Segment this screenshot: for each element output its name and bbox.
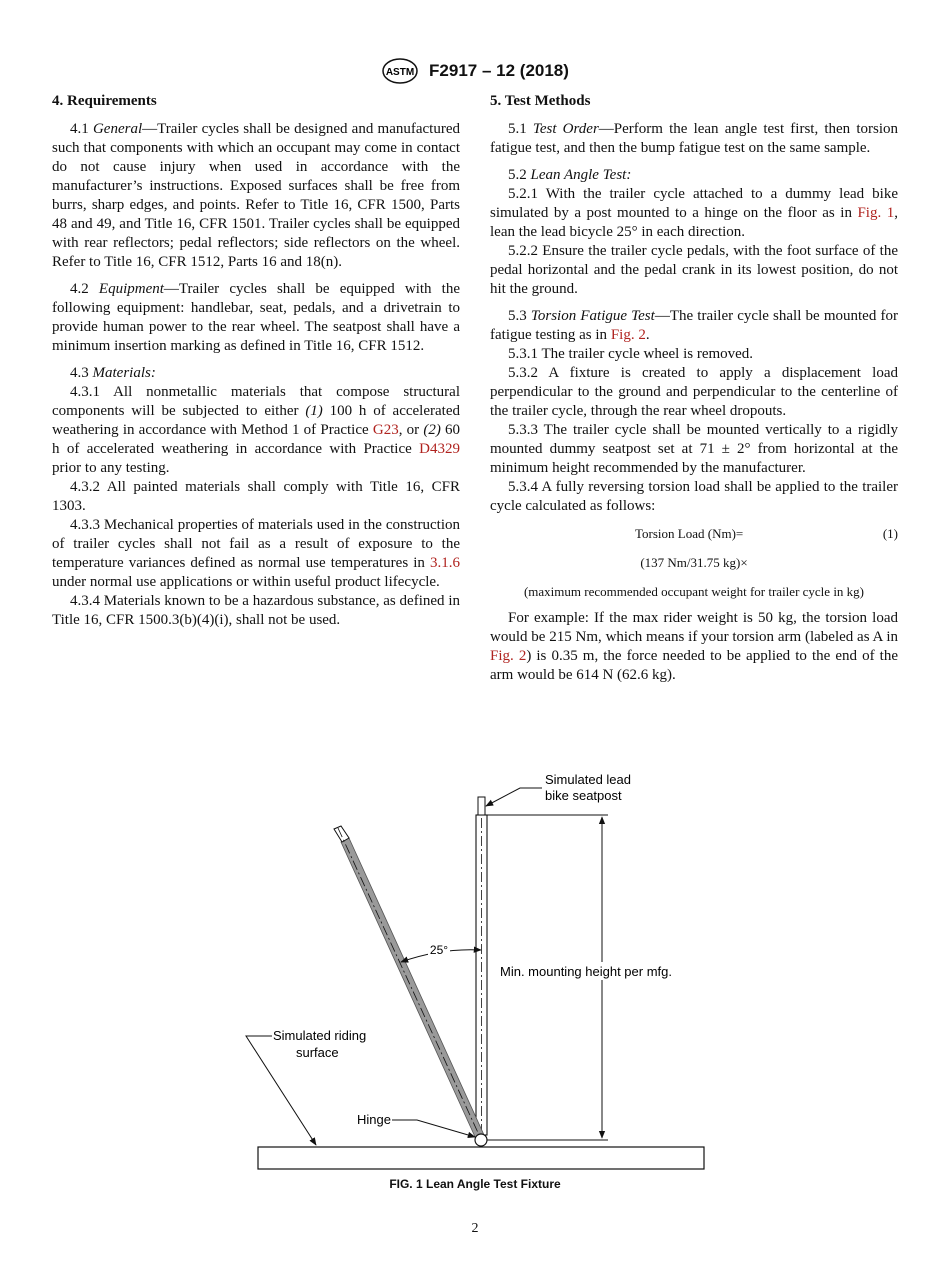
hinge-label: Hinge [357,1112,391,1127]
paragraph-5-2: 5.2 Lean Angle Test: [508,167,632,183]
paragraph-example: For example: If the max rider weight is 50 kg, the torsion load would be 215 Nm, which means if your torsion arm (labeled as A in Fig. 2) is 0.35 m, the force needed to be applied to the end of the arm would be 614 N (62.6 kg). [490,610,898,683]
equation-line-1: Torsion Load (Nm)= [635,526,744,541]
paragraph-5-3-4: 5.3.4 A fully reversing torsion load shall be applied to the trailer cycle calculated as follows: [490,479,898,514]
height-label: Min. mounting height per mfg. [500,964,672,979]
section-4-heading: 4. Requirements [52,93,157,109]
equation-line-3: (maximum recommended occupant weight for trailer cycle in kg) [523,584,865,599]
paragraph-5-3-2: 5.3.2 A fixture is created to apply a displacement load perpendicular to the ground and perpendicular to the centerline of the trailer cycle, through the rear wheel dropouts. [490,365,898,419]
page-number: 2 [471,1221,479,1236]
link-d4329[interactable]: D4329 [419,441,460,457]
link-fig-1[interactable]: Fig. 1 [857,205,895,221]
paragraph-4-2: 4.2 Equipment—Trailer cycles shall be equipped with the following equipment: handlebar, seat, pedals, and a drivetrain to provide human power to the rear wheel. The seatpost shall have a minimum insertion marking as defined in Title 16, CFR 1512. [52,281,461,354]
leaning-post [341,838,484,1139]
paragraph-4-3: 4.3 Materials: [70,365,156,381]
seatpost-label-line-2: bike seatpost [545,788,622,803]
astm-logo-icon [381,58,419,84]
link-g23[interactable]: G23 [372,422,399,438]
link-fig-2[interactable]: Fig. 2 [610,327,646,343]
seatpost-label-line-1: Simulated lead [545,772,631,787]
paragraph-4-3-1: 4.3.1 All nonmetallic materials that compose structural components will be subjected to either (1) 100 h of accelerated weathering in accordance with Method 1 of Practice G23, or (2) 60 h of accelerated weathering in accordance with Practice D4329 prior to any testing. [52,384,461,476]
astm-logo-text: ASTM [385,67,415,78]
document-designation: F2917 – 12 (2018) [429,61,569,80]
left-column [52,92,460,630]
paragraph-4-3-3: 4.3.3 Mechanical properties of materials used in the construction of trailer cycles shall not fail as a result of exposure to the temperature variances defined as normal use temperatures in 3.1.6 under normal use applications or within useful product lifecycle. [52,517,460,590]
paragraph-5-1: 5.1 Test Order—Perform the lean angle test first, then torsion fatigue test, and then the bump fatigue test on the same sample. [490,121,898,156]
link-3-1-6[interactable]: 3.1.6 [430,555,460,571]
paragraph-4-1: 4.1 General—Trailer cycles shall be designed and manufactured such that components with which an occupant may come in contact do not cause injury when used in accordance with the manufacturer’s instructions. Exposed surfaces shall be free from burrs, sharp edges, and points. Refer to Title 16, CFR 1500, Parts 48 and 49, and Title 16, CFR 1501. Trailer cycles shall be equipped with rear reflectors; pedal reflectors; side reflectors on the wheel. Refer to Title 16, CFR 1512, Parts 16 and 18(n). [52,121,460,270]
section-5-heading: 5. Test Methods [490,93,591,109]
paragraph-5-2-2: 5.2.2 Ensure the trailer cycle pedals, with the foot surface of the pedal horizontal and the pedal crank in its lowest position, do not hit the ground. [490,243,898,297]
seatpost-top [478,797,485,815]
lean-angle-figure [0,760,950,1180]
surface-label-line-1: Simulated riding [273,1028,367,1043]
right-column [490,92,898,685]
page-header [0,58,950,84]
riding-surface [258,1147,704,1169]
paragraph-5-2-1: 5.2.1 With the trailer cycle attached to a dummy lead bike simulated by a post mounted to a hinge on the floor as in Fig. 1, lean the lead bicycle 25° in each direction. [490,186,898,240]
surface-label-line-2: surface [296,1045,339,1060]
paragraph-5-3-3: 5.3.3 The trailer cycle shall be mounted vertically to a rigidly mounted dummy seatpost set at 71 ± 2° from horizontal at the minimum height recommended by the manufacturer. [490,422,898,476]
paragraph-5-3-1: 5.3.1 The trailer cycle wheel is removed. [508,346,754,362]
paragraph-4-3-2: 4.3.2 All painted materials shall comply with Title 16, CFR 1303. [52,479,460,514]
equation-number: (1) [882,526,898,541]
angle-label: 25° [429,943,449,957]
paragraph-4-3-4: 4.3.4 Materials known to be a hazardous substance, as defined in Title 16, CFR 1500.3(b)(4)(i), shall not be used. [52,593,460,628]
equation-1 [490,524,898,543]
hinge-icon [475,1134,487,1146]
paragraph-5-3: 5.3 Torsion Fatigue Test—The trailer cycle shall be mounted for fatigue testing as in Fig. 2. [490,308,898,343]
figure-caption: FIG. 1 Lean Angle Test Fixture [389,1177,561,1191]
equation-line-2: (137 Nm/31.75 kg)× [640,555,748,570]
leaning-post-top [334,826,349,842]
hinge-leader [392,1120,475,1137]
seatpost-leader [486,788,542,806]
link-fig-2-example[interactable]: Fig. 2 [490,648,527,664]
